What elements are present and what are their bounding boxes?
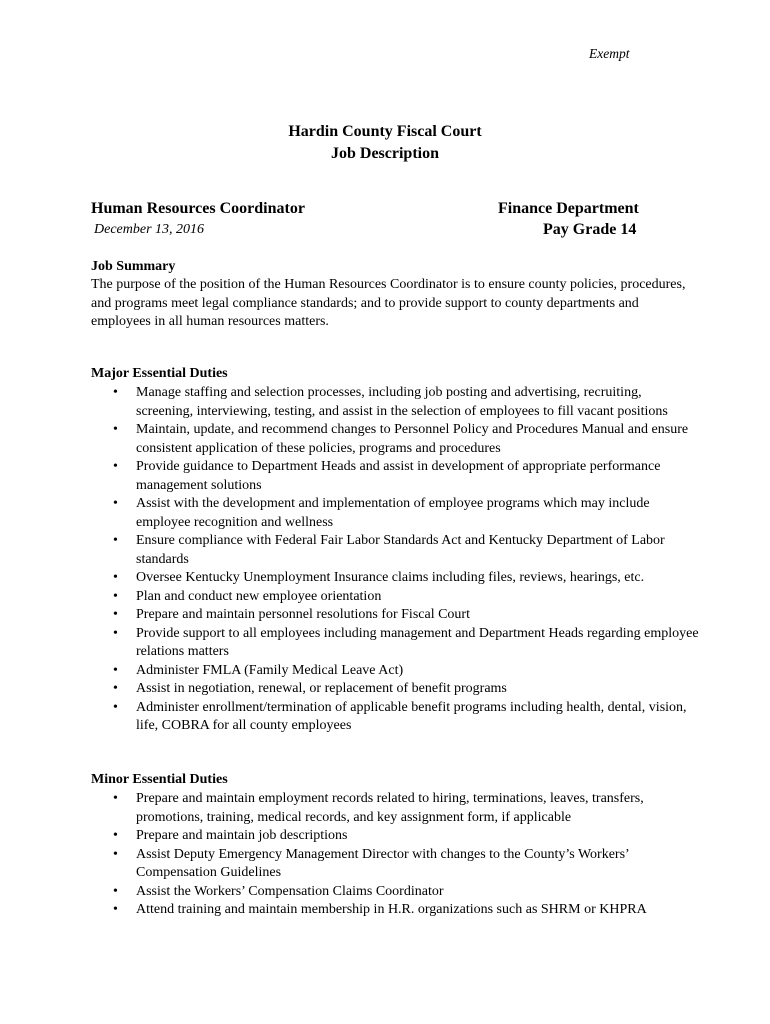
list-item: • Assist with the development and implementation of employee programs which may include employee recognition and wellness <box>91 495 701 532</box>
pay-grade: Pay Grade 14 <box>543 221 637 238</box>
document-date: December 13, 2016 <box>94 222 205 237</box>
list-item: • Assist Deputy Emergency Management Director with changes to the County’s Workers’ Compensation Guidelines <box>91 846 701 883</box>
major-duties-list <box>91 384 701 736</box>
list-item: • Prepare and maintain job descriptions <box>91 827 701 846</box>
position-title: Human Resources Coordinator <box>91 200 305 217</box>
list-item: • Plan and conduct new employee orientation <box>91 588 701 607</box>
job-summary-heading: Job Summary <box>91 259 176 274</box>
minor-duties-list <box>91 790 701 920</box>
document-title: Job Description <box>331 145 439 162</box>
department-name: Finance Department <box>498 200 639 217</box>
organization-title: Hardin County Fiscal Court <box>288 123 482 140</box>
list-item: • Provide support to all employees including management and Department Heads regarding employee relations matters <box>91 625 701 662</box>
list-item: • Assist in negotiation, renewal, or replacement of benefit programs <box>91 680 701 699</box>
list-item: • Ensure compliance with Federal Fair Labor Standards Act and Kentucky Department of Labor standards <box>91 532 701 569</box>
list-item: • Oversee Kentucky Unemployment Insurance claims including files, reviews, hearings, etc. <box>91 569 701 588</box>
list-item: • Assist the Workers’ Compensation Claims Coordinator <box>91 883 701 902</box>
list-item: • Provide guidance to Department Heads and assist in development of appropriate performance management solutions <box>91 458 701 495</box>
list-item: • Administer enrollment/termination of applicable benefit programs including health, dental, vision, life, COBRA for all county employees <box>91 699 701 736</box>
list-item: • Manage staffing and selection processes, including job posting and advertising, recruiting, screening, interviewing, testing, and assist in the selection of employees to fill vacant positions <box>91 384 701 421</box>
list-item: • Maintain, update, and recommend changes to Personnel Policy and Procedures Manual and ensure consistent application of these policies, programs and procedures <box>91 421 701 458</box>
list-item: • Attend training and maintain membership in H.R. organizations such as SHRM or KHPRA <box>91 901 701 920</box>
exempt-label: Exempt <box>589 46 630 61</box>
job-summary-text: The purpose of the position of the Human Resources Coordinator is to ensure county policies, procedures, and programs meet legal compliance standards; and to provide support to county departments and employees in all human resources matters. <box>91 277 686 329</box>
list-item: • Prepare and maintain personnel resolutions for Fiscal Court <box>91 606 701 625</box>
list-item: • Prepare and maintain employment records related to hiring, terminations, leaves, transfers, promotions, training, medical records, and key assignment form, if applicable <box>91 790 701 827</box>
minor-duties-heading: Minor Essential Duties <box>91 772 228 787</box>
major-duties-heading: Major Essential Duties <box>91 366 228 381</box>
list-item: • Administer FMLA (Family Medical Leave Act) <box>91 662 701 681</box>
